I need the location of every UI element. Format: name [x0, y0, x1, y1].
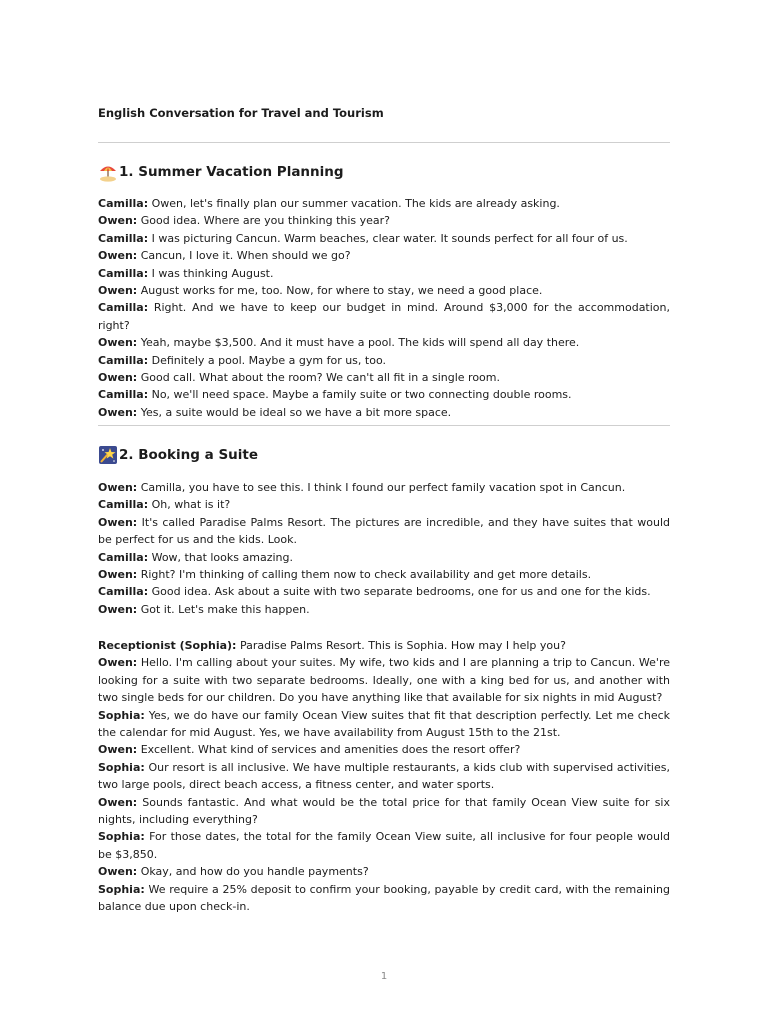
speaker-name: Owen: — [98, 795, 138, 809]
dialogue-block — [98, 195, 670, 421]
dialogue-line — [98, 212, 670, 229]
line-text: Paradise Palms Resort. This is Sophia. How may I help you? — [239, 639, 566, 652]
section-heading-summer-vacation — [98, 162, 344, 182]
speaker-name: Owen: — [98, 656, 138, 670]
line-text: Oh, what is it? — [151, 498, 231, 512]
speaker-name: Camilla: — [98, 231, 149, 245]
dialogue-block — [98, 479, 670, 618]
dialogue-line — [98, 282, 670, 299]
line-text: Camilla, you have to see this. I think I found our perfect family vacation spot in Cancun. — [140, 481, 626, 494]
dialogue-line — [98, 352, 670, 369]
dialogue-line — [98, 583, 670, 600]
dialogue-line — [98, 369, 670, 386]
speaker-name: Owen: — [98, 284, 138, 298]
speaker-name: Camilla: — [98, 585, 149, 599]
dialogue-line — [98, 794, 670, 829]
speaker-name: Owen: — [98, 336, 138, 350]
dialogue-line — [98, 299, 670, 334]
speaker-name: Sophia: — [98, 882, 145, 896]
dialogue-line — [98, 514, 670, 549]
line-text: Right? I'm thinking of calling them now to check availability and get more details. — [140, 568, 592, 582]
dialogue-line — [98, 759, 670, 794]
speaker-name: Owen: — [98, 481, 138, 494]
speaker-name: Sophia: — [98, 760, 145, 774]
section-heading-booking-suite — [98, 445, 258, 465]
line-text: I was thinking August. — [151, 266, 274, 280]
line-text: Cancun, I love it. When should we go? — [140, 249, 351, 263]
line-text: August works for me, too. Now, for where to stay, we need a good place. — [140, 284, 543, 298]
section-heading-text: 2. Booking a Suite — [119, 447, 259, 463]
line-text: Wow, that looks amazing. — [151, 550, 293, 564]
dialogue-line — [98, 404, 670, 421]
page-number: 1 — [380, 971, 388, 982]
speaker-name: Camilla: — [98, 266, 149, 280]
speaker-name: Owen: — [98, 371, 138, 385]
speaker-name: Owen: — [98, 405, 138, 419]
speaker-name: Owen: — [98, 214, 138, 228]
speaker-name: Sophia: — [98, 830, 145, 844]
dialogue-line — [98, 566, 670, 583]
dialogue-line — [98, 230, 670, 247]
dialogue-line — [98, 334, 670, 351]
line-text: Good idea. Ask about a suite with two separate bedrooms, one for us and one for the kids. — [151, 585, 651, 599]
line-text: We require a 25% deposit to confirm your booking, payable by credit card, with the remaining balance due upon check-in. — [98, 882, 671, 914]
speaker-name: Camilla: — [98, 301, 149, 315]
line-text: Got it. Let's make this happen. — [140, 602, 310, 616]
line-text: Definitely a pool. Maybe a gym for us, too. — [151, 353, 386, 367]
dialogue-line — [98, 863, 670, 880]
line-text: Owen, let's finally plan our summer vacation. The kids are already asking. — [151, 197, 560, 210]
speaker-name: Receptionist (Sophia): — [98, 639, 237, 652]
dialogue-line — [98, 496, 670, 513]
speaker-name: Owen: — [98, 249, 138, 263]
speaker-name: Owen: — [98, 515, 138, 529]
dialogue-line — [98, 601, 670, 618]
dialogue-line — [98, 828, 670, 863]
line-text: It's called Paradise Palms Resort. The pictures are incredible, and they have suites that would be perfect for us and the kids. Look. — [98, 515, 670, 547]
speaker-name: Camilla: — [98, 388, 149, 402]
dialogue-line — [98, 654, 670, 706]
line-text: Okay, and how do you handle payments? — [140, 865, 369, 879]
line-text: Our resort is all inclusive. We have multiple restaurants, a kids club with supervised activities, two large pools, direct beach access, a fitness center, and water sports. — [98, 760, 670, 792]
line-text: Yes, a suite would be ideal so we have a bit more space. — [140, 405, 452, 419]
speaker-name: Camilla: — [98, 197, 149, 210]
dialogue-line — [98, 881, 670, 916]
dialogue-line — [98, 707, 670, 742]
speaker-name: Owen: — [98, 568, 138, 582]
dialogue-line — [98, 549, 670, 566]
line-text: No, we'll need space. Maybe a family suite or two connecting double rooms. — [151, 388, 572, 402]
document-title: English Conversation for Travel and Tourism — [98, 106, 384, 120]
dialogue-line — [98, 386, 670, 403]
section-heading-text: 1. Summer Vacation Planning — [119, 164, 344, 180]
divider — [98, 142, 670, 143]
line-text: Yes, we do have our family Ocean View suites that fit that description perfectly. Let me check the calendar for mid August. Yes, we have availability from August 15th to the 21st. — [98, 708, 670, 740]
line-text: Excellent. What kind of services and amenities does the resort offer? — [140, 743, 521, 757]
beach-umbrella-icon — [98, 162, 118, 182]
divider — [98, 425, 670, 426]
speaker-name: Camilla: — [98, 353, 149, 367]
dialogue-line — [98, 265, 670, 282]
line-text: Yeah, maybe $3,500. And it must have a pool. The kids will spend all day there. — [140, 336, 580, 350]
line-text: Hello. I'm calling about your suites. My wife, two kids and I are planning a trip to Cancun. We're looking for a suite with two separate bedrooms. Ideally, one with a king bed for us, and another with two single beds for our children. Do you have anything like that available for six nights in mid August? — [98, 656, 670, 705]
dialogue-line — [98, 741, 670, 758]
line-text: Good call. What about the room? We can't all fit in a single room. — [140, 371, 501, 385]
line-text: I was picturing Cancun. Warm beaches, clear water. It sounds perfect for all four of us. — [151, 231, 628, 245]
speaker-name: Sophia: — [98, 708, 145, 722]
speaker-name: Owen: — [98, 743, 138, 757]
speaker-name: Owen: — [98, 865, 138, 879]
speaker-name: Camilla: — [98, 498, 149, 512]
dialogue-block — [98, 637, 670, 916]
line-text: For those dates, the total for the family Ocean View suite, all inclusive for four people would be $3,850. — [98, 830, 670, 861]
dialogue-line — [98, 247, 670, 264]
speaker-name: Camilla: — [98, 550, 149, 564]
dialogue-line — [98, 195, 670, 212]
line-text: Good idea. Where are you thinking this year? — [140, 214, 391, 228]
line-text: Right. And we have to keep our budget in mind. Around $3,000 for the accommodation, right? — [98, 301, 671, 332]
dialogue-line — [98, 479, 670, 496]
dialogue-line — [98, 637, 670, 654]
shooting-star-night-icon — [98, 445, 118, 465]
line-text: Sounds fantastic. And what would be the total price for that family Ocean View suite for six nights, including everything? — [98, 795, 671, 827]
speaker-name: Owen: — [98, 602, 138, 616]
